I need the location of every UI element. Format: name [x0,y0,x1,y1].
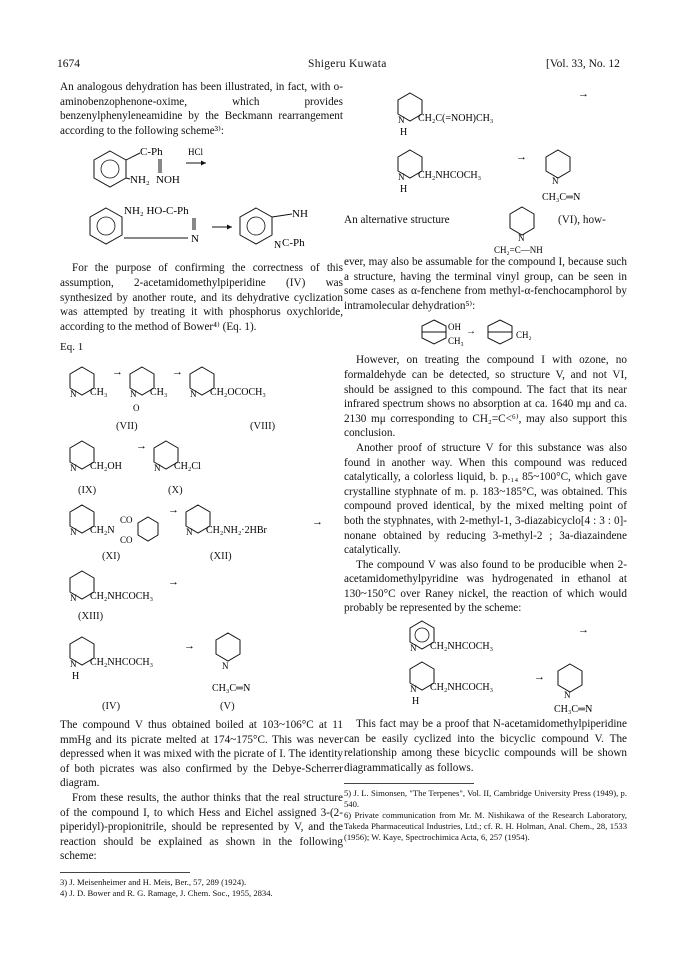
reaction-row-xiii [60,567,343,607]
svg-text:→: → [172,365,183,378]
paragraph: An analogous dehydration has been illustrated, in fact, with o-aminobenzophenone-oxime, which provides benzenylphenyleneamidine by the Beckmann rearrangement according to the following scheme³⁾: [60,81,343,137]
formula-text: N [274,240,282,252]
compound-label: (V) [220,700,235,712]
svg-text:N: N [552,176,559,186]
scheme-pyridine-2 [344,658,627,714]
svg-text:O: O [133,402,140,413]
svg-text:CH₂NHCOCH₃: CH₂NHCOCH₃ [90,656,154,668]
svg-text:→: → [466,326,476,338]
svg-text:→: → [136,439,147,452]
scheme-oxime [344,83,627,141]
reaction-row-xi-xii [60,501,343,547]
compound-label: (XII) [210,550,232,562]
svg-text:N: N [222,660,229,671]
svg-text:→: → [534,671,545,684]
footnote: 3) J. Meisenheimer and H. Meis, Ber., 57, 289 (1924). [60,876,247,887]
paragraph: The compound V thus obtained boiled at 103~106°C at 11 mmHg and its picrate melted at 174~175°C. This was never depressed when it was mixed with the picrate of I. The identity of both picrates was also confirmed by the Debye-Scherrer diagram. [60,718,343,790]
paragraph: However, on treating the compound I with ozone, no formaldehyde can be detected, so structure V, and not VI, should be assigned to this compound. The fact that its near infrared spectrum shows no absorption at ca. 1640 mμ and ca. 2130 mμ corresponding to CH₂=C<⁶⁾, may also support this conclusion. [344,354,627,440]
svg-text:CH₂Cl: CH₂Cl [174,460,201,472]
formula-text: NOH [156,174,180,187]
svg-text:CH₂NH₂·2HBr: CH₂NH₂·2HBr [206,524,267,536]
svg-text:N: N [70,592,77,603]
svg-text:CO: CO [120,514,133,525]
svg-text:CH₂NHCOCH₃: CH₂NHCOCH₃ [430,682,494,694]
svg-text:CH₂OH: CH₂OH [90,460,122,472]
volume-info: [Vol. 33, No. 12 [546,58,620,70]
svg-text:CH₃C═N: CH₃C═N [554,704,593,715]
formula-text: NH [292,208,308,221]
svg-text:N: N [70,526,77,537]
svg-text:→: → [168,575,179,588]
svg-text:CH₂: CH₂ [516,330,532,341]
paragraph-part: An alternative structure [344,214,450,226]
svg-text:CH₂N: CH₂N [90,524,115,536]
svg-text:N: N [70,388,77,399]
svg-text:OH: OH [448,322,461,333]
left-column [60,80,343,899]
svg-text:CH₂=C—NH: CH₂=C—NH [494,245,543,255]
paragraph-part: (VI), how- [558,214,606,226]
paragraph: The compound V was also found to be producible when 2-acetamidomethylpyridine was hydrogenated in ethanol at 130~150°C over Raney nickel, the reaction of which would probably be represented by the scheme: [344,558,627,615]
scheme-acetamide [344,144,627,204]
svg-text:N: N [398,172,405,182]
compound-label: (IV) [102,700,121,712]
equation-label: Eq. 1 [60,341,84,354]
paragraph: Another proof of structure V for this substance was also found in another way. When this compound was reduced catalytically, a colorless liquid, b. p.₁₄ 85~100°C, which gave crystalline styphnate of m. p. 183~185°C, was obtained. This compound proved identical, by the mixed melting point of both the styphnates, with 2-methyl-1, 3-diazabicyclo[4 : 3 : 0]-nonane obtained by reducing 3-methyl-2 ; 3a-diazaindene catalytically. [344,441,627,557]
paragraph: ever, may also be assumable for the compound I, because such a structure, having the terminal vinyl group, can be seen in some cases as α-fenchene from methyl-α-fenchocamphorol by intramolecular dehydration⁵⁾: [344,256,627,312]
compound-label: (X) [168,484,183,496]
svg-text:N: N [190,388,197,399]
svg-text:CH₂NHCOCH₃: CH₂NHCOCH₃ [90,590,154,602]
svg-text:H: H [400,184,408,195]
footnote-rule [344,783,474,784]
svg-text:→: → [168,503,179,516]
paragraph: For the purpose of confirming the correctness of this assumption, 2-acetamidomethylpiperidine (IV) was synthesized by another route, and its dehydrative cyclization was attempted by treating it with phosphorus oxychloride, according to the method of Bower⁴⁾ (Eq. 1). [60,262,343,333]
formula-text: NH₂ [130,174,150,187]
svg-text:→: → [516,151,527,163]
svg-text:H: H [72,670,80,682]
formula-text: C-Ph [140,146,163,159]
svg-text:CH₂NHCOCH₃: CH₂NHCOCH₃ [418,170,482,181]
footnote: 5) J. L. Simonsen, "The Terpenes", Vol. II, Cambridge University Press (1949), p. 540. [344,788,627,810]
formula-text: N [191,233,199,246]
svg-text:→: → [184,639,195,652]
reaction-row-ix-x [60,437,343,481]
compound-label: (VIII) [250,420,276,432]
compound-label: (XI) [102,550,121,562]
svg-text:→: → [578,88,589,100]
svg-text:N: N [130,388,137,399]
svg-text:CH₃: CH₃ [448,336,464,347]
svg-text:CH₃: CH₃ [150,386,168,398]
svg-text:N: N [70,462,77,473]
svg-text:→: → [112,365,123,378]
page-number: 1674 [57,58,80,70]
formula-text: NH₂ HO-C-Ph [124,205,189,218]
svg-text:→: → [578,624,589,637]
svg-text:N: N [154,462,161,473]
compound-label: (IX) [78,484,97,496]
svg-text:N: N [518,233,525,243]
reaction-row-vii-viii [60,359,343,417]
svg-text:→: → [312,515,323,528]
svg-text:CH₃: CH₃ [90,386,108,398]
svg-text:N: N [186,526,193,537]
svg-text:N: N [70,658,77,669]
svg-text:H: H [400,127,408,138]
formula-text: C-Ph [282,237,305,250]
svg-text:CH₂NHCOCH₃: CH₂NHCOCH₃ [430,641,494,653]
svg-text:N: N [410,684,417,695]
svg-text:N: N [398,115,405,125]
right-column [344,80,627,843]
paragraph: From these results, the author thinks that the real structure of the compound I, to which Hess and Eichel assigned 3-(2-piperidyl)-propionitrile, should be represented by V, and the reaction should be explained as shown in the following scheme: [60,791,343,863]
svg-text:CH₃C═N: CH₃C═N [542,192,581,203]
compound-label: (XIII) [78,610,104,622]
beckmann-scheme-2 [60,200,343,258]
paragraph: This fact may be a proof that N-acetamidomethylpiperidine can be easily cyclized into the bicyclic compound V. The relationship among these bicyclic compounds will be shown diagrammatically as follows. [344,718,627,774]
footnote-rule [60,872,190,873]
svg-text:CH₃C═N: CH₃C═N [212,682,251,694]
reaction-row-iv-v [60,627,343,697]
scheme-pyridine [344,619,627,655]
compound-label: (VII) [116,420,138,432]
running-author: Shigeru Kuwata [308,58,387,70]
beckmann-scheme-1 [60,141,343,197]
svg-text:CO: CO [120,534,133,545]
structure-vi [494,203,554,255]
svg-text:N: N [564,690,571,701]
fenchene-scheme [344,316,627,350]
svg-text:CH₂OCOCH₃: CH₂OCOCH₃ [210,386,266,398]
svg-text:CH₂C(=NOH)CH₃: CH₂C(=NOH)CH₃ [418,113,494,124]
footnote: 4) J. D. Bower and R. G. Ramage, J. Chem. Soc., 1955, 2834. [60,887,273,898]
footnote: 6) Private communication from Mr. M. Nishikawa of the Research Laboratory, Takeda Pharmaceutical Industries, Ltd.; cf. R. H. Holman, Anal. Chem., 28, 1533 (1956); W. Kaye, Spectrochimica Acta, 6, 257 (1954). [344,810,627,843]
svg-text:N: N [410,643,417,654]
svg-text:H: H [412,696,420,708]
formula-text: HCl [188,147,204,158]
